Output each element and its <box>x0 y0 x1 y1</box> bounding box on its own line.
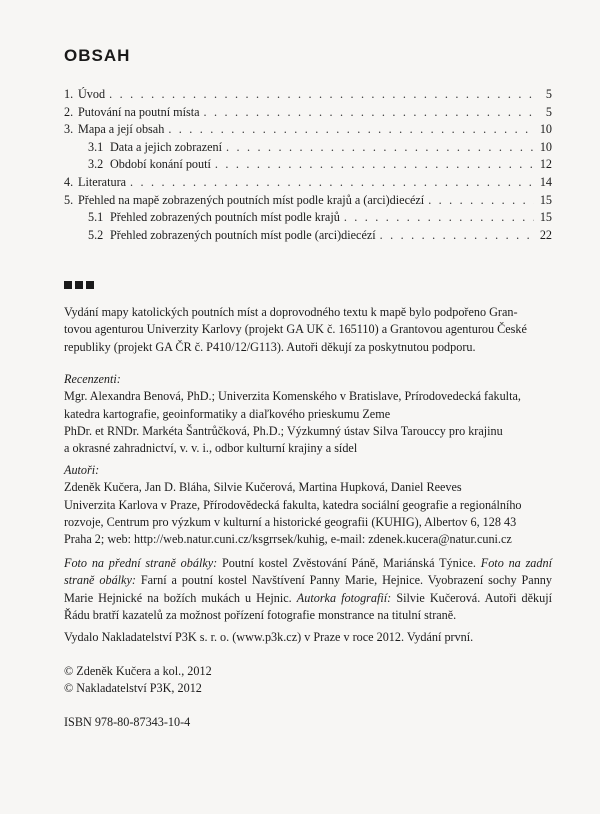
toc-entry-number: 5. <box>64 192 74 207</box>
toc-entry-number: 5.1 <box>88 210 104 225</box>
divider-square-icon <box>86 281 94 289</box>
toc-entry-title: Úvod <box>78 87 106 101</box>
support-line: Vydání mapy katolických poutních míst a doprovodného textu k mapě bylo podpořeno Gran- <box>64 305 518 319</box>
isbn-block <box>64 714 552 731</box>
toc-leader-dots <box>380 227 534 245</box>
toc-leader-dots <box>344 209 534 227</box>
author-line: rozvoje, Centrum pro výzkum v kulturní a historické geografii (KUHIG), Albertov 6, 128 43 <box>64 514 517 529</box>
support-line: republiky (projekt GA ČR č. P410/12/G113). Autoři děkují za poskytnutou podporu. <box>64 339 476 354</box>
toc-entry-page: 12 <box>539 157 552 172</box>
toc-entry <box>64 86 552 104</box>
reviewer-line: PhDr. et RNDr. Markéta Šantrůčková, Ph.D.; Výzkumný ústav Silva Tarouccy pro krajinu <box>64 423 503 438</box>
toc-entry-number: 3.1 <box>88 139 104 154</box>
toc-entry-title: Přehled zobrazených poutních míst podle (arci)diecézí <box>110 227 376 242</box>
toc-entry-page: 10 <box>539 139 552 154</box>
toc-entry <box>64 174 552 192</box>
toc-entry-number: 5.2 <box>88 227 104 242</box>
toc-entry-page: 22 <box>539 227 552 242</box>
authors-block <box>64 462 552 548</box>
toc-entry-page: 15 <box>539 210 552 225</box>
toc-leader-dots <box>204 104 534 122</box>
toc-leader-dots <box>130 174 534 192</box>
toc-entry <box>64 209 552 227</box>
author-line: Praha 2; web: http://web.natur.cuni.cz/ksgrrsek/kuhig, e-mail: zdenek.kucera@natur.cuni.cz <box>64 532 512 547</box>
copyright-line: © Zdeněk Kučera a kol., 2012 <box>64 664 212 678</box>
toc-entry-number: 1. <box>64 87 74 101</box>
photo-credits-text <box>64 555 552 624</box>
table-of-contents <box>64 86 552 244</box>
support-note <box>64 304 552 356</box>
toc-entry <box>64 156 552 174</box>
author-line: Zdeněk Kučera, Jan D. Bláha, Silvie Kučerová, Martina Hupková, Daniel Reeves <box>64 480 462 495</box>
authors-label: Autoři: <box>64 463 100 477</box>
toc-entry-page: 5 <box>545 104 552 119</box>
toc-entry-title: Literatura <box>78 174 127 189</box>
publisher-block <box>64 629 552 646</box>
isbn: ISBN 978-80-87343-10-4 <box>64 715 191 729</box>
toc-entry-page: 10 <box>539 122 552 137</box>
copyright-line: © Nakladatelství P3K, 2012 <box>64 681 202 696</box>
toc-entry <box>64 192 552 210</box>
publisher-line: Vydalo Nakladatelství P3K s. r. o. (www.p3k.cz) v Praze v roce 2012. Vydání první. <box>64 630 474 644</box>
toc-leader-dots <box>215 156 534 174</box>
toc-entry-number: 4. <box>64 174 74 189</box>
reviewer-line: a okrasné zahradnictví, v. v. i., odbor kulturní krajiny a sídel <box>64 441 358 456</box>
reviewers-label: Recenzenti: <box>64 372 121 386</box>
photo-author-label: Autorka fotografií: <box>296 590 392 605</box>
reviewers-block <box>64 371 552 457</box>
section-divider <box>64 281 94 289</box>
toc-entry-page: 5 <box>545 87 552 101</box>
toc-entry-page: 14 <box>539 174 552 189</box>
contents-heading: OBSAH <box>64 46 131 65</box>
toc-leader-dots <box>226 139 534 157</box>
toc-entry-title: Mapa a její obsah <box>78 122 165 137</box>
photo-credits <box>64 555 552 624</box>
toc-entry-title: Putování na poutní místa <box>78 104 200 119</box>
reviewer-line: Mgr. Alexandra Benová, PhD.; Univerzita Komenského v Bratislave, Prírodovedecká fakulta, <box>64 389 521 404</box>
front-cover-label: Foto na přední straně obálky: <box>64 556 218 570</box>
toc-entry-number: 2. <box>64 104 74 119</box>
toc-entry-title: Přehled zobrazených poutních míst podle krajů <box>110 210 340 225</box>
toc-entry <box>64 104 552 122</box>
author-line: Univerzita Karlova v Praze, Přírodovědecká fakulta, katedra sociální geografie a regionálního <box>64 497 522 512</box>
divider-square-icon <box>75 281 83 289</box>
toc-entry-title: Období konání poutí <box>110 157 211 172</box>
toc-leader-dots <box>168 121 534 139</box>
toc-entry <box>64 121 552 139</box>
reviewer-line: katedra kartografie, geoinformatiky a diaľkového prieskumu Zeme <box>64 406 391 421</box>
back-cover-label: Foto na zadní straně obálky: <box>64 556 552 588</box>
toc-entry <box>64 227 552 245</box>
toc-entry-number: 3. <box>64 122 74 137</box>
photo-author-text: Silvie Kučerová. Autoři děkují Řádu bratří kazatelů za možnost pořízení fotografie monstrance na titulní straně. <box>64 590 553 622</box>
divider-square-icon <box>64 281 72 289</box>
front-cover-text: Poutní kostel Zvěstování Páně, Mariánská Týnice. <box>217 556 481 570</box>
copyright-block <box>64 663 552 698</box>
toc-entry-title: Data a jejich zobrazení <box>110 139 222 154</box>
support-line: tovou agenturou Univerzity Karlovy (projekt GA UK č. 165110) a Grantovou agenturou České <box>64 322 527 337</box>
back-cover-text: Farní a poutní kostel Navštívení Panny Marie, Hejnice. Vyobrazení sochy Panny Marie Hejnické na božích mukách u Hejnic. <box>64 573 552 605</box>
toc-leader-dots <box>428 192 534 210</box>
toc-entry-title: Přehled na mapě zobrazených poutních míst podle krajů a (arci)diecézí <box>78 192 425 207</box>
toc-entry-number: 3.2 <box>88 157 104 172</box>
toc-leader-dots <box>109 86 534 104</box>
toc-entry <box>64 139 552 157</box>
toc-entry-page: 15 <box>539 192 552 207</box>
